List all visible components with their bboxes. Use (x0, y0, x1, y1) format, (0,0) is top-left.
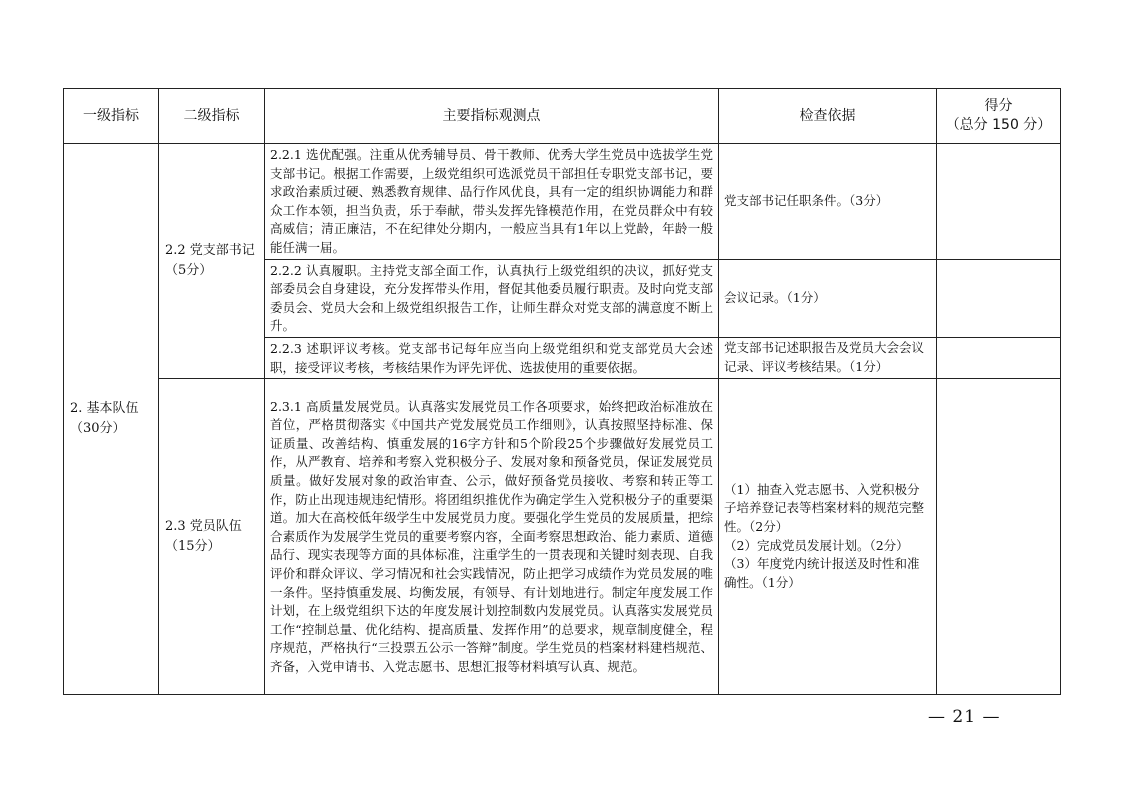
header-level1: 一级指标 (64, 89, 159, 144)
basis-item: （2）完成党员发展计划。（2分） (724, 537, 909, 553)
page-number: — 21 — (928, 707, 1001, 727)
observation-cell: 2.3.1 高质量发展党员。认真落实发展党员工作各项要求，始终把政治标准放在首位，严格贯彻落实《中国共产党发展党员工作细则》，认真按照坚持标准、保证质量、改善结构、慎重发展的16字方针和5个阶段25个步骤做好发展党员工作，从严教育、培养和考察入党积极分子、发展对象和预备党员，保证发展党员质量。做好发展对象的政治审查、公示，做好预备党员接收、考察和转正等工作，防止出现违规违纪情形。将团组织推优作为确定学生入党积极分子的重要渠道。加大在高校低年级学生中发展党员力度。要强化学生党员的发展质量，把综合素质作为发展学生党员的重要考察内容，全面考察思想政治、能力素质、道德品行、现实表现等方面的具体标准，注重学生的一贯表现和关键时刻表现、自我评价和群众评议、学习情况和社会实践情况，防止把学习成绩作为党员发展的唯一条件。坚持慎重发展、均衡发展，有领导、有计划地进行。制定年度发展工作计划，在上级党组织下达的年度发展计划控制数内发展党员。认真落实发展党员工作“控制总量、优化结构、提高质量、发挥作用”的总要求，规章制度健全，程序规范，严格执行“三投票五公示一答辩”制度。学生党员的档案材料建档规范、齐备，入党申请书、入党志愿书、思想汇报等材料填写认真、规范。 (265, 379, 719, 695)
header-basis: 检查依据 (719, 89, 937, 144)
level2-cell: 2.2 党支部书记（5分） (159, 144, 265, 379)
score-cell (937, 259, 1061, 337)
observation-cell: 2.2.3 述职评议考核。党支部书记每年应当向上级党组织和党支部党员大会述职，接受评议考核，考核结果作为评先评优、选拔使用的重要依据。 (265, 337, 719, 378)
basis-cell (719, 379, 937, 695)
basis-item: （1）抽查入党志愿书、入党积极分子培养登记表等档案材料的规范完整性。（2分） (724, 481, 925, 535)
score-cell (937, 337, 1061, 378)
header-score-title: 得分 (984, 98, 1013, 114)
header-score-total: （总分 150 分） (945, 117, 1052, 133)
level2-cell: 2.3 党员队伍（15分） (159, 379, 265, 695)
basis-cell: 党支部书记任职条件。（3分） (719, 144, 937, 260)
basis-cell: 会议记录。（1分） (719, 259, 937, 337)
table-header-row (64, 89, 1061, 144)
observation-cell: 2.2.1 选优配强。注重从优秀辅导员、骨干教师、优秀大学生党员中选拔学生党支部书记。根据工作需要，上级党组织可选派党员干部担任专职党支部书记，要求政治素质过硬、熟悉教育规律、品行作风优良，具有一定的组织协调能力和群众工作本领，担当负责，乐于奉献，带头发挥先锋模范作用，在党员群众中有较高威信；清正廉洁，不在纪律处分期内，一般应当具有1年以上党龄，年龄一般能任满一届。 (265, 144, 719, 260)
header-observations: 主要指标观测点 (265, 89, 719, 144)
evaluation-table (63, 88, 1061, 695)
level1-cell: 2. 基本队伍（30分） (64, 144, 159, 695)
header-level2: 二级指标 (159, 89, 265, 144)
table-row (64, 144, 1061, 260)
header-score (937, 89, 1061, 144)
observation-cell: 2.2.2 认真履职。主持党支部全面工作，认真执行上级党组织的决议，抓好党支部委员会自身建设，充分发挥带头作用，督促其他委员履行职责。及时向党支部委员会、党员大会和上级党组织报告工作，让师生群众对党支部的满意度不断上升。 (265, 259, 719, 337)
basis-cell: 党支部书记述职报告及党员大会会议记录、评议考核结果。（1分） (719, 337, 937, 378)
score-cell (937, 379, 1061, 695)
table-row (64, 379, 1061, 695)
score-cell (937, 144, 1061, 260)
basis-item: （3）年度党内统计报送及时性和准确性。（1分） (724, 556, 920, 590)
